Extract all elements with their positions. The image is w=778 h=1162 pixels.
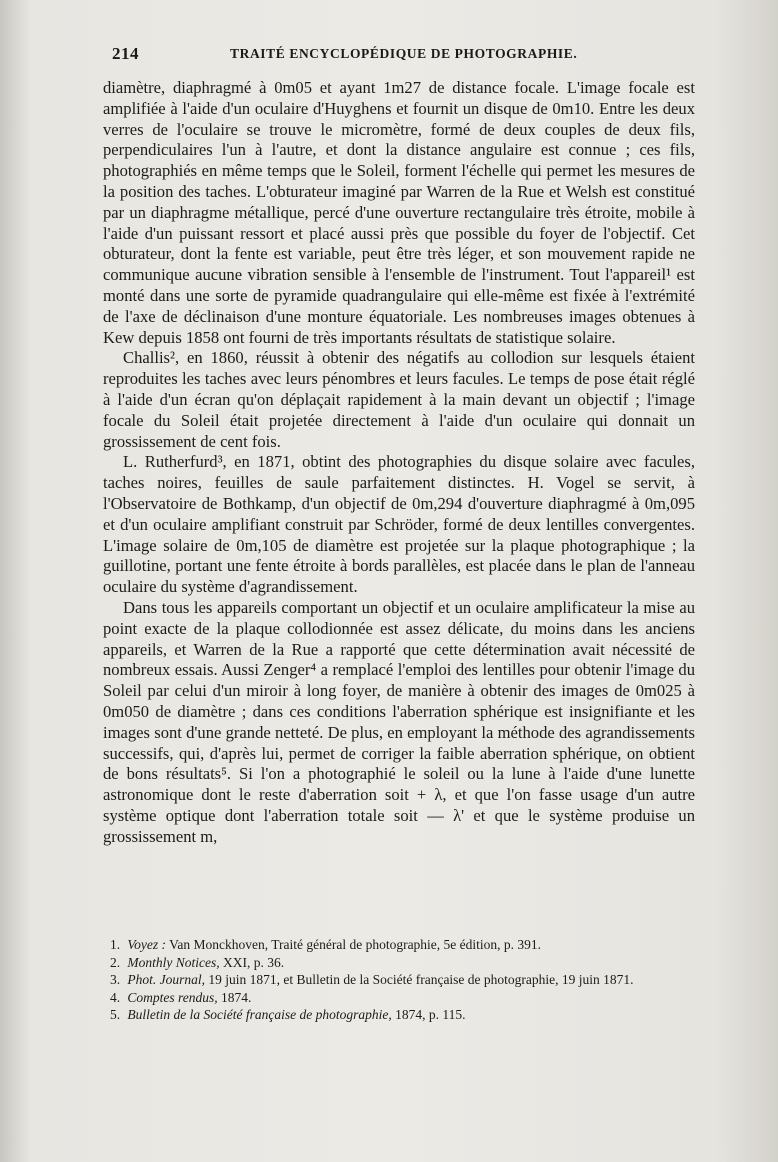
paragraph: L. Rutherfurd³, en 1871, obtint des photographies du disque solaire avec facules, taches noires, feuilles de saule parfaitement distinctes. H. Vogel se servit, à l'Observatoire de Bothkamp, d'un objectif de 0m,294 d'ouverture diaphragmé à 0m,095 et d'un oculaire amplifiant construit par Schröder, formé de deux lentilles convergentes. L'image solaire de 0m,105 de diamètre est projetée sur la plaque photographique ; la guillotine, portant une fente étroite à bords parallèles, est placée dans le plan de l'anneau oculaire du système d'agrandissement.	[103, 452, 695, 597]
footnote	[96, 1006, 696, 1024]
footnote	[96, 989, 696, 1007]
footnote-text: 1874.	[217, 989, 252, 1005]
footnote	[96, 971, 696, 989]
page-number: 214	[112, 44, 139, 63]
footnote	[96, 936, 696, 954]
footnote-text: 19 juin 1871, et Bulletin de la Société française de photographie, 19 juin 1871.	[205, 972, 634, 988]
running-title: TRAITÉ ENCYCLOPÉDIQUE DE PHOTOGRAPHIE.	[230, 46, 578, 61]
paragraph: Challis², en 1860, réussit à obtenir des négatifs au collodion sur lesquels étaient reproduites les taches avec leurs pénombres et leurs facules. Le temps de pose était réglé à l'aide d'un écran qu'on déplaçait rapidement à la main devant un objectif ; l'image focale du Soleil était projetée directement à l'aide d'un oculaire qui donnait un grossissement de cent fois.	[103, 348, 695, 451]
footnote-source: Bulletin de la Société française de photographie,	[127, 1007, 392, 1023]
footnote-number: 5.	[110, 1007, 121, 1023]
footnote-number: 2.	[110, 954, 121, 970]
footnote-text: Van Monckhoven, Traité général de photographie, 5e édition, p. 391.	[165, 937, 542, 952]
footnote-source: Voyez :	[127, 937, 166, 952]
footnote-number: 4.	[110, 989, 121, 1005]
footnotes	[96, 936, 696, 1024]
footnote-text: 1874, p. 115.	[391, 1007, 466, 1023]
footnote-text: XXI, p. 36.	[219, 954, 285, 970]
paragraph: Dans tous les appareils comportant un objectif et un oculaire amplificateur la mise au point exacte de la plaque collodionnée est assez délicate, du moins dans les anciens appareils, et Warren de la Rue a rapporté que cette détermination avait nécessité de nombreux essais. Aussi Zenger⁴ a remplacé l'emploi des lentilles pour obtenir l'image du Soleil par celui d'un miroir à long foyer, de manière à obtenir des images de 0m025 à 0m050 de diamètre ; dans ces conditions l'aberration sphérique est insignifiante et les images sont d'une grande netteté. De plus, en employant la méthode des agrandissements successifs, qui, d'après lui, permet de corriger la faible aberration sphérique, on obtient de bons résultats⁵. Si l'on a photographié le soleil ou la lune à l'aide d'une lunette astronomique dont le reste d'aberration soit + λ, et que l'on fasse usage d'un autre système optique dont l'aberration totale soit — λ' et que le système produise un grossissement m,	[103, 597, 695, 846]
footnote	[96, 954, 696, 972]
paragraph: diamètre, diaphragmé à 0m05 et ayant 1m27 de distance focale. L'image focale est amplifiée à l'aide d'un oculaire d'Huyghens et fournit un disque de 0m10. Entre les deux verres de l'oculaire se trouve le micromètre, formé de deux couples de deux fils, perpendiculaires l'un à l'autre, et dont la distance angulaire est connue ; ces fils, photographiés en même temps que le Soleil, forment l'échelle qui permet les mesures de la position des taches. L'obturateur imaginé par Warren de la Rue et Welsh est constitué par un diaphragme métallique, percé d'une ouverture rectangulaire très étroite, mobile à l'aide d'un puissant ressort et placé aussi près que possible du foyer de l'objectif. Cet obturateur, dont la fente est variable, peut être très léger, et son mouvement rapide ne communique aucune vibration sensible à l'ensemble de l'instrument. Tout l'appareil¹ est monté dans une sorte de pyramide quadrangulaire qui elle-même est fixée à l'extrémité de l'axe de déclinaison d'une monture équatoriale. Les nombreuses images obtenues à Kew depuis 1858 ont fourni de très importants résultats de statistique solaire.	[103, 78, 695, 347]
body-text	[103, 78, 695, 847]
footnote-source: Monthly Notices,	[127, 954, 220, 970]
footnote-number: 3.	[110, 972, 121, 988]
footnote-source: Comptes rendus,	[127, 989, 218, 1005]
footnote-source: Phot. Journal,	[127, 972, 205, 988]
footnote-number: 1.	[110, 937, 121, 952]
